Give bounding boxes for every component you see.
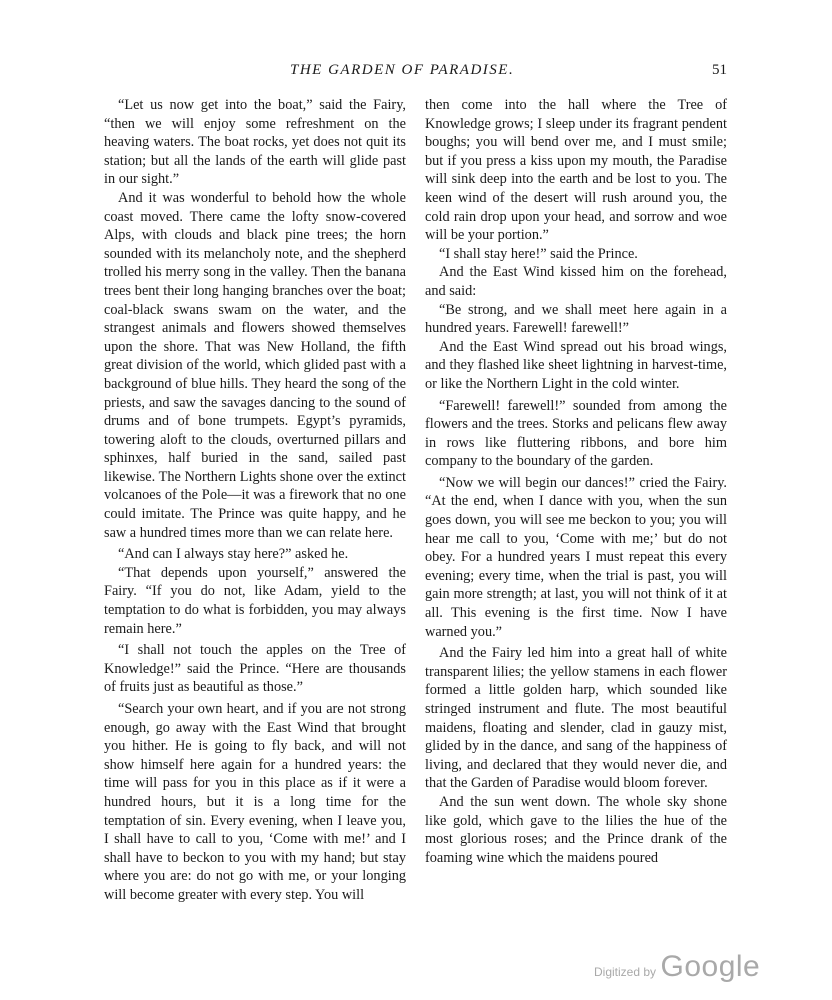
paragraph: “Let us now get into the boat,” said the Fairy, “then we will enjoy some refreshment on the heaving waters. The boat rocks, yet does not quit its station; but all the lands of the earth will glide past in our sight.”: [104, 97, 406, 188]
paragraph: “That depends upon yourself,” answered the Fairy. “If you do not, like Adam, yield to the temptation to do what is forbidden, you may always remain here.”: [104, 564, 406, 637]
paragraph: And the East Wind kissed him on the forehead, and said:: [425, 264, 727, 299]
running-title: THE GARDEN OF PARADISE.: [290, 62, 515, 78]
page-header: [0, 62, 832, 86]
digitized-by-google-watermark: [594, 950, 760, 984]
google-logo: Google: [660, 950, 761, 983]
paragraph: And it was wonderful to behold how the whole coast moved. There came the lofty snow-covered Alps, with clouds and black pine trees; the horn sounded with its melancholy note, and the shepherd trolled his merry song in the valley. Then the banana trees bent their long hanging branches over the boat; coal-black swans swam on the water, and the strangest animals and flowers showed themselves upon the shore. That was New Holland, the fifth great division of the world, which glided past with a background of blue hills. They heard the song of the priests, and saw the savages dancing to the sound of drums and of bone trumpets. Egypt’s pyramids, towering aloft to the clouds, overturned pillars and sphinxes, half buried in the sand, sailed past likewise. The Northern Lights shone over the extinct volcanoes of the Pole—it was a firework that no one could imitate. The Prince was quite happy, and he saw a hundred times more than we can relate here.: [104, 189, 406, 541]
paragraph: And the sun went down. The whole sky shone like gold, which gave to the lilies the hue of the most glorious roses; and the Prince drank of the foaming wine which the maidens poured: [425, 793, 727, 866]
right-column: [425, 96, 727, 867]
paragraph: “I shall stay here!” said the Prince.: [439, 245, 638, 262]
paragraph: “Search your own heart, and if you are not strong enough, go away with the East Wind that brought you hither. He is going to fly back, and will not show himself here again for a hundred years: the time will pass for you in this place as if it were a hundred hours, but it is a long time for the temptation of sin. Every evening, when I leave you, I shall have to call to you, ‘Come with me!’ and I shall have to beckon to you with my hand; but stay where you are: do not go with me, or your longing will become greater with every step. You will: [104, 701, 406, 903]
paragraph: “And can I always stay here?” asked he.: [118, 546, 349, 563]
paragraph: “I shall not touch the apples on the Tree of Knowledge!” said the Prince. “Here are thousands of fruits just as beautiful as those.”: [104, 642, 406, 696]
page-number: 51: [712, 62, 727, 78]
paragraph: “Be strong, and we shall meet here again in a hundred years. Farewell! farewell!”: [425, 301, 727, 337]
paragraph: And the East Wind spread out his broad wings, and they flashed like sheet lightning in harvest-time, or like the Northern Light in the cold winter.: [425, 338, 727, 392]
paragraph: And the Fairy led him into a great hall of white transparent lilies; the yellow stamens in each flower formed a little golden harp, which sounded like stringed instrument and flute. The most beautiful maidens, floating and slender, clad in gauzy mist, glided by in the dance, and sang of the happiness of living, and declared that they would never die, and that the Garden of Paradise would bloom forever.: [425, 645, 727, 792]
watermark-prefix: Digitized by: [594, 965, 657, 979]
paragraph-continued: then come into the hall where the Tree of Knowledge grows; I sleep under its fragrant pendent boughs; you will bend over me, and I must smile; but if you press a kiss upon my mouth, the Paradise will sink deep into the earth and be lost to you. The keen wind of the desert will rush around you, the cold rain drop upon your head, and sorrow and woe will be your portion.”: [425, 97, 727, 244]
paragraph: “Farewell! farewell!” sounded from among the flowers and the trees. Storks and pelicans flew away in rows like fluttering ribbons, and bore him company to the boundary of the garden.: [425, 397, 727, 470]
paragraph: “Now we will begin our dances!” cried the Fairy. “At the end, when I dance with you, when the sun goes down, you will see me beckon to you; you will hear me call to you, ‘Come with me;’ but do not obey. For a hundred years I must repeat this every evening; every time, when the trial is past, you will gain more strength; at last, you will not think of it at all. This evening is the first time. Now I have warned you.”: [425, 474, 727, 640]
left-column: [104, 96, 406, 905]
